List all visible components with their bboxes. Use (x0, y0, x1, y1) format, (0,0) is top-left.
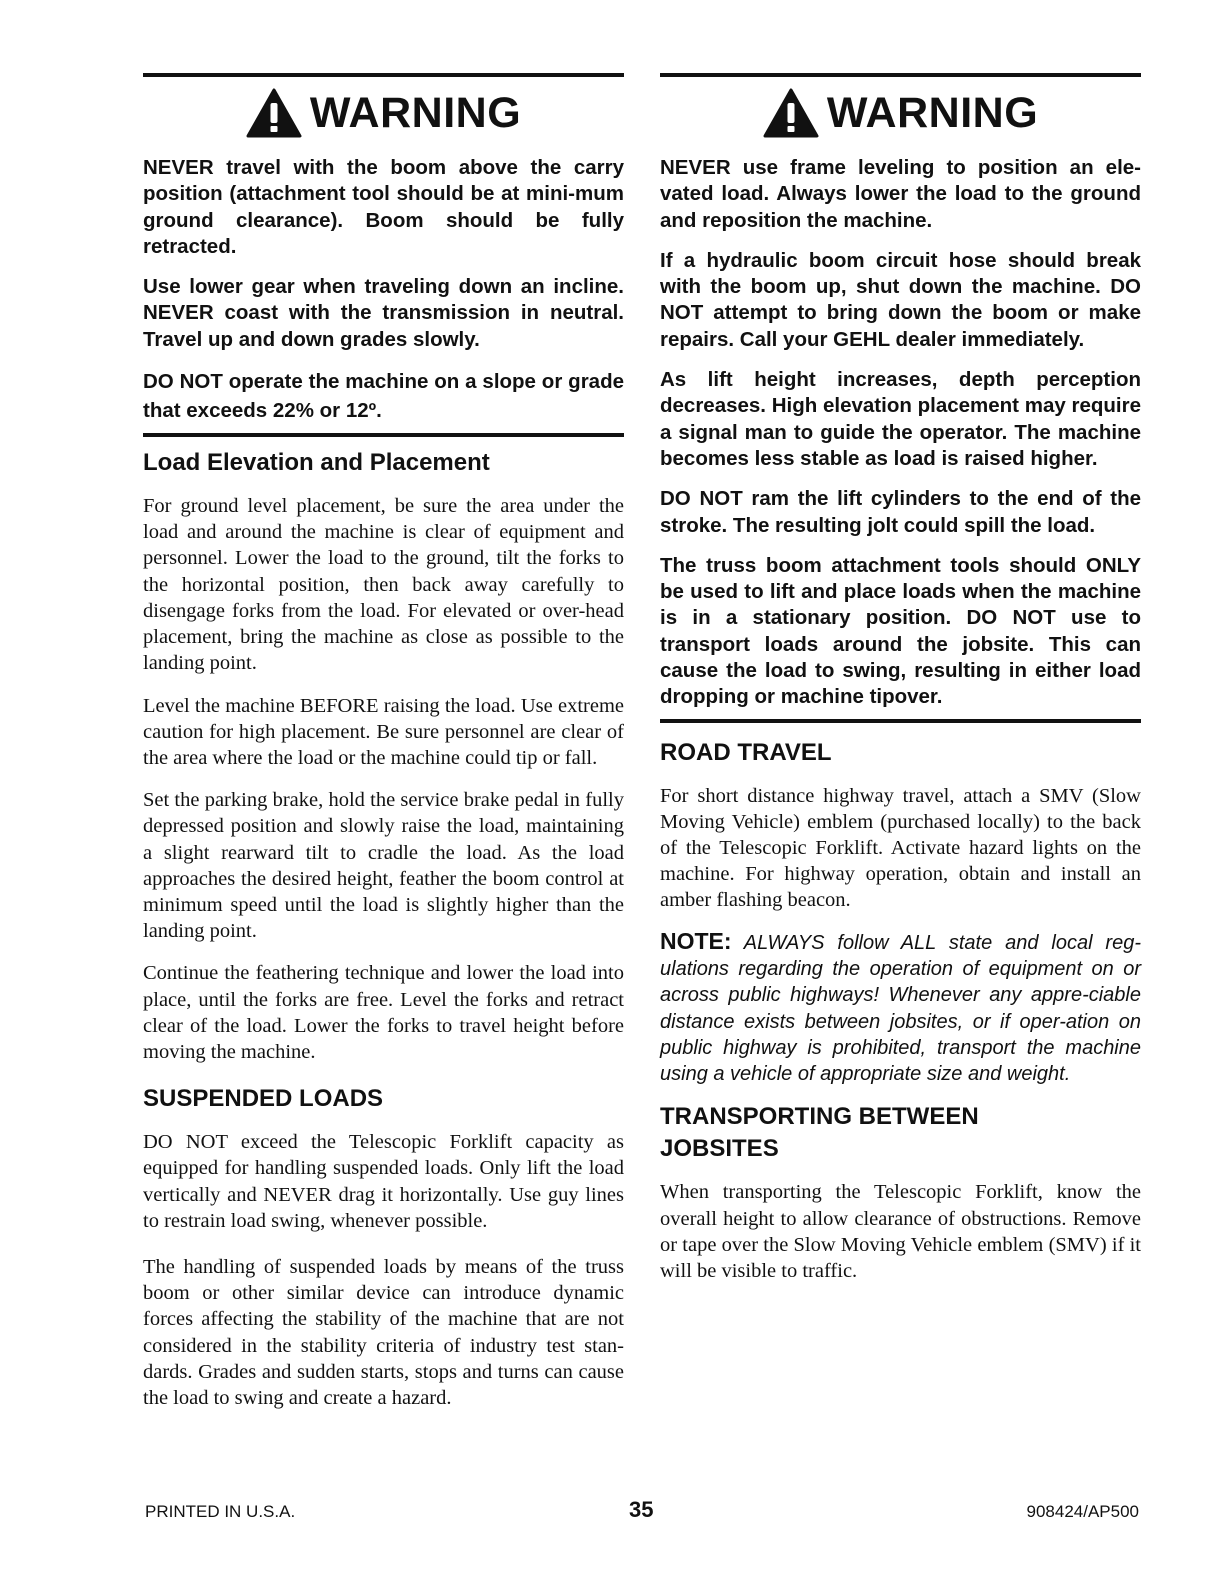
body-paragraph: Continue the feathering technique and lower the load into place, until the forks are free. Level the forks and retract clear of the load. Lower the forks to travel height before moving the machine. (143, 962, 624, 1063)
warning-paragraph: NEVER travel with the boom above the carry position (attachment tool should be at mini-mum ground clearance). Boom should be fully retracted. (143, 156, 624, 258)
note-text: ALWAYS follow ALL state and local reg-ulations regarding the operation of equipment on or across public highways! Whenever any appre-ciable distance exists between jobsites, or if oper-ation on public highway is prohibited, transport the machine using a vehicle of appropriate size and weight. (660, 931, 1141, 1086)
section-heading-load-elevation: Load Elevation and Placement (143, 449, 490, 477)
heading-line: JOBSITES (660, 1135, 779, 1163)
note-label: NOTE: (660, 927, 732, 954)
warning-title: WARNING (309, 88, 522, 137)
footer-printed: PRINTED IN U.S.A. (145, 1502, 296, 1521)
warning-paragraph: DO NOT operate the machine on a slope or grade that exceeds 22% or 12º. (143, 370, 624, 423)
body-paragraph: Level the machine BEFORE raising the load. Use extreme caution for high placement. Be sure personnel are clear of the area where the load or the machine could tip or fall. (143, 694, 624, 769)
warning-triangle-icon (763, 88, 819, 138)
page-footer (145, 1497, 1139, 1527)
warning-paragraph: If a hydraulic boom circuit hose should break with the boom up, shut down the machine. DO NOT attempt to bring down the boom or make repairs. Call your GEHL dealer immediately. (660, 248, 1141, 351)
body-paragraph: Set the parking brake, hold the service brake pedal in fully depressed position and slowly raise the load, maintaining a slight rearward tilt to cradle the load. As the load approaches the desired height, feather the boom control at minimum speed until the load is slightly higher than the landing point. (143, 789, 624, 943)
warning-title: WARNING (826, 88, 1039, 137)
body-paragraph: When transporting the Telescopic Forklift, know the overall height to allow clearance of obstructions. Remove or tape over the Slow Moving Vehicle emblem (SMV) if it will be visible to traffic. (660, 1181, 1141, 1283)
warning-paragraph: Use lower gear when traveling down an incline. NEVER coast with the transmission in neutral. Travel up and down grades slowly. (143, 275, 624, 351)
warning-paragraph: DO NOT ram the lift cylinders to the end of the stroke. The resulting jolt could spill the load. (660, 487, 1141, 537)
right-column (660, 73, 1141, 1300)
heading-line: TRANSPORTING BETWEEN (660, 1103, 979, 1131)
warning-bottom-rule (660, 719, 1141, 723)
body-paragraph: For ground level placement, be sure the area under the load and around the machine is clear of equipment and personnel. Lower the load to the ground, tilt the forks to the horizontal position, then back away carefully to disengage forks from the load. For elevated or over-head placement, bring the machine as close as possible to the landing point. (143, 495, 624, 675)
warning-paragraph: As lift height increases, depth perception decreases. High elevation placement may require a signal man to guide the operator. The machine becomes less stable as load is raised higher. (660, 368, 1141, 470)
warning-header (660, 77, 1141, 149)
warning-triangle-icon (246, 88, 302, 138)
body-paragraph: For short distance highway travel, attach a SMV (Slow Moving Vehicle) emblem (purchased locally) to the back of the Telescopic Forklift. Activate hazard lights on the machine. For highway operation, obtain and install an amber flashing beacon. (660, 784, 1141, 912)
warning-paragraph: The truss boom attachment tools should ONLY be used to lift and place loads when the machine is in a stationary position. DO NOT use to transport loads around the jobsite. This can cause the load to swing, resulting in either load dropping or machine tipover. (660, 553, 1141, 709)
body-paragraph: DO NOT exceed the Telescopic Forklift capacity as equipped for handling suspended loads. Only lift the load vertically and NEVER drag it horizontally. Use guy lines to restrain load swing, whenever possible. (143, 1131, 624, 1232)
warning-bottom-rule (143, 433, 624, 437)
page-number: 35 (629, 1497, 654, 1522)
body-paragraph: The handling of suspended loads by means of the truss boom or other similar device can introduce dynamic forces affecting the stability of the machine that are not considered in the stability criteria of industry test stan-dards. Grades and sudden starts, stops and turns can cause the load to swing and create a hazard. (143, 1255, 624, 1409)
section-heading-road-travel: ROAD TRAVEL (660, 738, 832, 766)
section-heading-suspended-loads: SUSPENDED LOADS (143, 1085, 384, 1113)
warning-paragraph: NEVER use frame leveling to position an ele-vated load. Always lower the load to the ground and reposition the machine. (660, 156, 1141, 232)
footer-doc-id: 908424/AP500 (1026, 1502, 1139, 1521)
warning-header (143, 77, 624, 149)
left-column (143, 73, 624, 1427)
note-paragraph (660, 928, 1141, 1088)
section-heading-transporting (660, 1101, 1141, 1165)
